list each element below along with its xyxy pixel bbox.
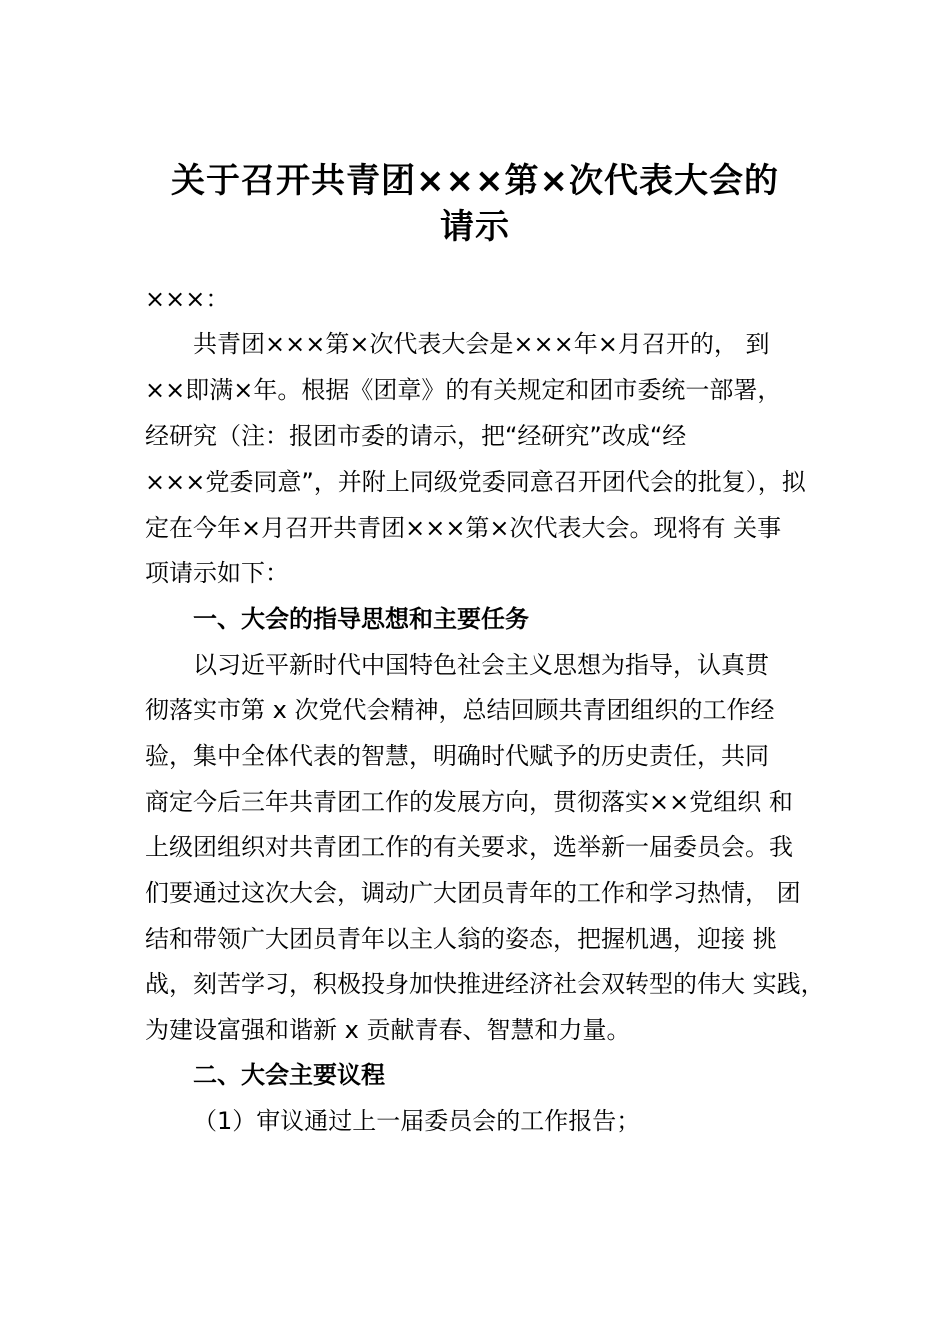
- section-heading-2: 二、大会主要议程: [193, 1061, 385, 1089]
- body-line: ×××党委同意”，并附上同级党委同意召开团代会的批复），拟: [145, 468, 806, 496]
- body-line: 彻落实市第 x 次党代会精神，总结回顾共青团组织的工作经: [145, 696, 775, 724]
- body-line: 定在今年×月召开共青团×××第×次代表大会。现将有 关事: [145, 514, 782, 542]
- body-line: 验，集中全体代表的智慧，明确时代赋予的历史责任，共同: [145, 742, 769, 770]
- body-line: 经研究（注：报团市委的请示，把“经研究”改成“经: [145, 422, 687, 450]
- body-line: 商定今后三年共青团工作的发展方向，贯彻落实××党组织 和: [145, 788, 793, 816]
- body-line: 项请示如下：: [145, 559, 289, 587]
- body-line: 以习近平新时代中国特色社会主义思想为指导，认真贯: [193, 651, 769, 679]
- body-line: 结和带领广大团员青年以主人翁的姿态，把握机遇，迎接 挑: [145, 925, 777, 953]
- salutation: ×××：: [145, 285, 230, 313]
- body-line: 为建设富强和谐新 x 贡献青春、智慧和力量。: [145, 1016, 631, 1044]
- body-line: ××即满×年。根据《团章》的有关规定和团市委统一部署，: [145, 376, 782, 404]
- document-title-line-1: 关于召开共青团×××第×次代表大会的: [171, 161, 779, 201]
- body-line: 战，刻苦学习，积极投身加快推进经济社会双转型的伟大 实践，: [145, 970, 825, 998]
- agenda-item-1: （1）审议通过上一届委员会的工作报告；: [193, 1107, 641, 1135]
- document-title-line-2: 请示: [440, 207, 510, 247]
- section-heading-1: 一、大会的指导思想和主要任务: [193, 605, 529, 633]
- body-line: 上级团组织对共青团工作的有关要求，选举新一届委员会。我: [145, 833, 793, 861]
- body-line: 们要通过这次大会，调动广大团员青年的工作和学习热情， 团: [145, 879, 801, 907]
- body-line: 共青团×××第×次代表大会是×××年×月召开的， 到: [193, 330, 770, 358]
